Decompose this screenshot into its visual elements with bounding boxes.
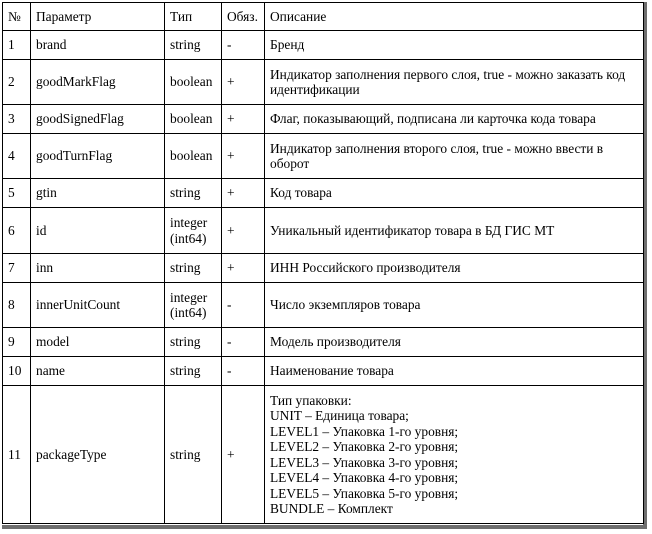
- cell-type: boolean: [165, 60, 222, 105]
- parameters-table: [2, 2, 644, 524]
- cell-required: +: [222, 134, 265, 179]
- table-row: [3, 283, 644, 328]
- cell-num: 5: [3, 179, 31, 208]
- cell-param: goodSignedFlag: [31, 105, 165, 134]
- description-line: Тип упаковки:: [270, 392, 352, 408]
- cell-num: 9: [3, 328, 31, 357]
- cell-param: brand: [31, 31, 165, 60]
- description-line: LEVEL1 – Упаковка 1-го уровня;: [270, 423, 459, 439]
- cell-description: [265, 386, 644, 524]
- header-required: Обяз.: [222, 3, 265, 31]
- table-header-row: [3, 3, 644, 31]
- table-body: [3, 31, 644, 524]
- description-line: LEVEL2 – Упаковка 2-го уровня;: [270, 439, 459, 454]
- cell-description: [265, 179, 644, 208]
- cell-num: 6: [3, 208, 31, 254]
- description-line: LEVEL3 – Упаковка 3-го уровня;: [270, 454, 459, 470]
- cell-num: 3: [3, 105, 31, 134]
- table-row: [3, 105, 644, 134]
- cell-type: string: [165, 357, 222, 386]
- cell-num: 10: [3, 357, 31, 386]
- cell-param: goodTurnFlag: [31, 134, 165, 179]
- cell-num: 8: [3, 283, 31, 328]
- description-line: Наименование товара: [270, 363, 394, 379]
- cell-description: [265, 208, 644, 254]
- cell-num: 1: [3, 31, 31, 60]
- description-line: Код товара: [270, 185, 332, 201]
- table-row: [3, 134, 644, 179]
- description-line: Индикатор заполнения второго слоя, true - можно ввести в оборот: [270, 140, 604, 171]
- cell-description: [265, 31, 644, 60]
- cell-param: name: [31, 357, 165, 386]
- cell-required: +: [222, 208, 265, 254]
- table-row: [3, 31, 644, 60]
- cell-description: [265, 254, 644, 283]
- cell-param: packageType: [31, 386, 165, 524]
- table-row: [3, 208, 644, 254]
- cell-param: inn: [31, 254, 165, 283]
- description-line: BUNDLE – Комплект: [270, 501, 393, 516]
- table-row: [3, 328, 644, 357]
- cell-description: [265, 134, 644, 179]
- cell-description: [265, 328, 644, 357]
- description-line: Индикатор заполнения первого слоя, true - можно заказать код идентификации: [270, 66, 626, 97]
- table-row: [3, 357, 644, 386]
- cell-required: -: [222, 283, 265, 328]
- cell-description: [265, 357, 644, 386]
- table-row: [3, 254, 644, 283]
- cell-num: 11: [3, 386, 31, 524]
- description-line: Бренд: [270, 37, 305, 53]
- cell-required: +: [222, 105, 265, 134]
- header-param: Параметр: [31, 3, 165, 31]
- header-description: Описание: [265, 3, 644, 31]
- description-line: LEVEL4 – Упаковка 4-го уровня;: [270, 470, 459, 485]
- cell-param: gtin: [31, 179, 165, 208]
- header-type: Тип: [165, 3, 222, 31]
- document-frame: [2, 2, 647, 529]
- table-row: [3, 179, 644, 208]
- cell-type: boolean: [165, 105, 222, 134]
- cell-description: [265, 60, 644, 105]
- table-row: [3, 60, 644, 105]
- cell-num: 7: [3, 254, 31, 283]
- cell-required: +: [222, 254, 265, 283]
- description-line: LEVEL5 – Упаковка 5-го уровня;: [270, 485, 459, 501]
- cell-type: integer (int64): [165, 208, 222, 254]
- description-line: Число экземпляров товара: [270, 297, 421, 313]
- cell-description: [265, 105, 644, 134]
- cell-type: string: [165, 179, 222, 208]
- cell-type: boolean: [165, 134, 222, 179]
- table-row: [3, 386, 644, 524]
- cell-type: string: [165, 328, 222, 357]
- description-line: Модель производителя: [270, 334, 401, 350]
- cell-required: +: [222, 179, 265, 208]
- description-line: Флаг, показывающий, подписана ли карточка кода товара: [270, 111, 596, 127]
- cell-required: -: [222, 328, 265, 357]
- cell-description: [265, 283, 644, 328]
- description-line: Уникальный идентификатор товара в БД ГИС МТ: [270, 222, 555, 238]
- cell-required: +: [222, 60, 265, 105]
- cell-num: 2: [3, 60, 31, 105]
- cell-required: +: [222, 386, 265, 524]
- description-line: UNIT – Единица товара;: [270, 408, 409, 423]
- cell-type: integer (int64): [165, 283, 222, 328]
- cell-type: string: [165, 386, 222, 524]
- description-line: ИНН Российского производителя: [270, 260, 461, 276]
- cell-required: -: [222, 31, 265, 60]
- cell-param: model: [31, 328, 165, 357]
- header-num: №: [3, 3, 31, 31]
- cell-param: goodMarkFlag: [31, 60, 165, 105]
- cell-num: 4: [3, 134, 31, 179]
- cell-param: id: [31, 208, 165, 254]
- cell-required: -: [222, 357, 265, 386]
- cell-type: string: [165, 31, 222, 60]
- cell-type: string: [165, 254, 222, 283]
- cell-param: innerUnitCount: [31, 283, 165, 328]
